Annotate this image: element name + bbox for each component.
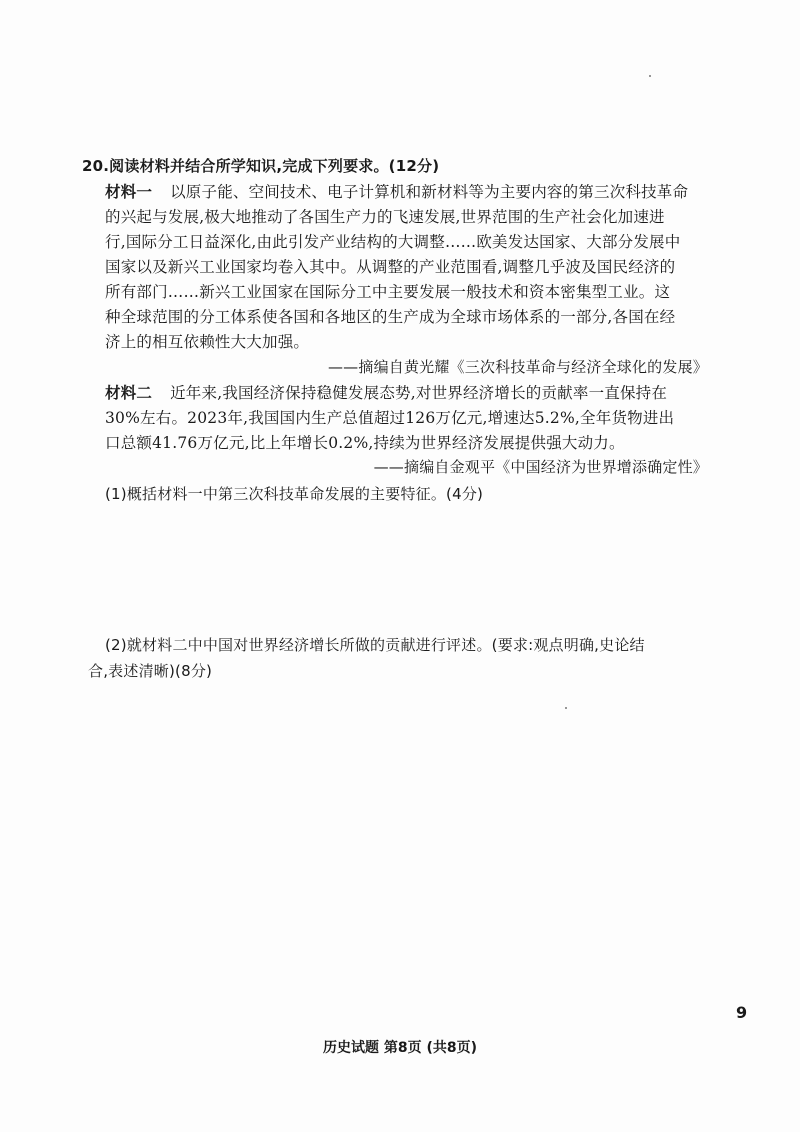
material1-line-2: 的兴起与发展,极大地推动了各国生产力的飞速发展,世界范围的生产社会化加速进 <box>105 208 665 226</box>
material1-line-4: 国家以及新兴工业国家均卷入其中。从调整的产业范围看,调整几乎波及国民经济的 <box>105 258 676 276</box>
page-footer: 历史试题 第8页 (共8页) <box>322 1040 478 1056</box>
sub-question-1: (1)概括材料一中第三次科技革命发展的主要特征。(4分) <box>105 485 484 503</box>
sub-question-2-line-2: 合,表述清晰)(8分) <box>88 662 213 680</box>
material2-label: 材料二 <box>105 384 153 402</box>
material1-line-3: 行,国际分工日益深化,由此引发产业结构的大调整……欧美发达国家、大部分发展中 <box>105 233 681 251</box>
material2-line-1 <box>105 383 667 403</box>
material2-source: ——摘编自金观平《中国经济为世界增添确定性》 <box>373 458 708 476</box>
material1-source: ——摘编自黄光耀《三次科技革命与经济全球化的发展》 <box>327 358 708 376</box>
question-header: 20.阅读材料并结合所学知识,完成下列要求。(12分) <box>82 157 440 175</box>
material1-label: 材料一 <box>105 183 153 201</box>
scan-speck <box>565 707 567 709</box>
material1-line-6: 种全球范围的分工体系使各国和各地区的生产成为全球市场体系的一部分,各国在经 <box>105 308 676 326</box>
material2-line-3: 口总额41.76万亿元,比上年增长0.2%,持续为世界经济发展提供强大动力。 <box>105 434 625 452</box>
material1-line-1 <box>105 182 688 202</box>
corner-mark: 9 <box>736 1003 748 1022</box>
material1-line-7: 济上的相互依赖性大大加强。 <box>105 333 310 351</box>
material1-text-1: 以原子能、空间技术、电子计算机和新材料等为主要内容的第三次科技革命 <box>170 183 689 201</box>
material2-text-1: 近年来,我国经济保持稳健发展态势,对世界经济增长的贡献率一直保持在 <box>170 384 668 402</box>
sub-question-2-line-1: (2)就材料二中中国对世界经济增长所做的贡献进行评述。(要求:观点明确,史论结 <box>105 636 645 654</box>
answer-area-1[interactable] <box>88 510 708 625</box>
answer-area-2[interactable] <box>88 690 708 1010</box>
material1-line-5: 所有部门……新兴工业国家在国际分工中主要发展一般技术和资本密集型工业。这 <box>105 283 671 301</box>
material2-line-2: 30%左右。2023年,我国国内生产总值超过126万亿元,增速达5.2%,全年货物进出 <box>105 409 675 427</box>
scan-speck <box>649 75 651 77</box>
